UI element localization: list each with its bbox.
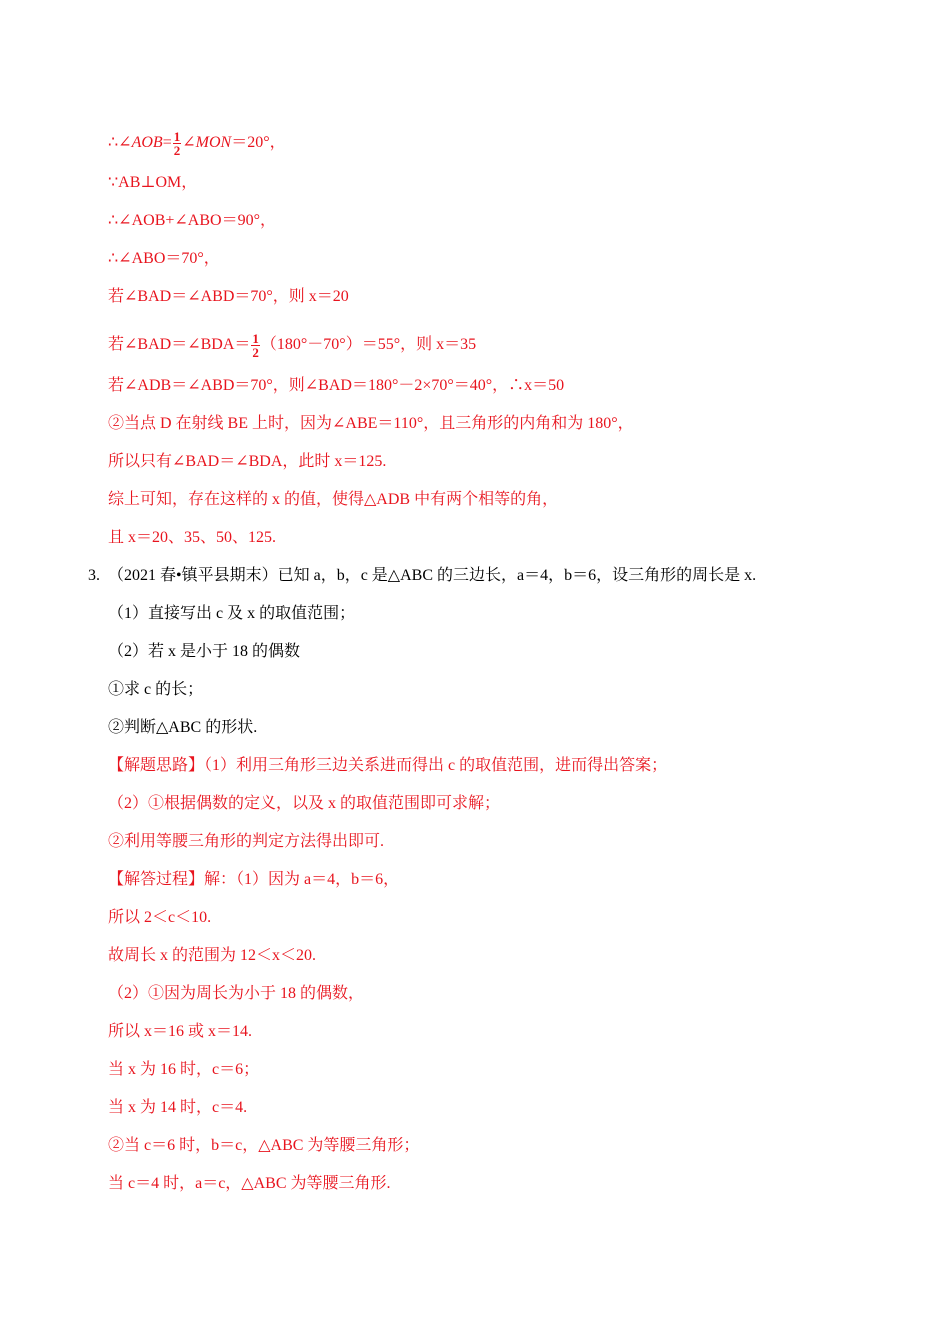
solution-approach-3: ②利用等腰三角形的判定方法得出即可. <box>108 833 385 850</box>
fraction-denominator: 2 <box>252 345 259 360</box>
solution-process-2: 所以 2＜c＜10. <box>108 909 212 926</box>
question-3-part-2-i: ①求 c 的长； <box>108 681 204 698</box>
solution-line-abo: ∴∠ABO＝70°， <box>108 250 220 267</box>
fraction-numerator: 1 <box>252 331 259 346</box>
solution-process-7: 当 x 为 14 时，c＝4. <box>108 1099 248 1116</box>
fraction-half-2 <box>251 332 260 359</box>
solution-line-summary: 综上可知，存在这样的 x 的值，使得△ADB 中有两个相等的角， <box>108 491 559 508</box>
solution-approach-1: 【解题思路】（1）利用三角形三边关系进而得出 c 的取值范围，进而得出答案； <box>108 757 668 774</box>
solution-line-values: 且 x＝20、35、50、125. <box>108 529 277 546</box>
solution-process-6: 当 x 为 16 时，c＝6； <box>108 1061 260 1078</box>
fraction-numerator: 1 <box>173 129 181 144</box>
solution-line-ray-be: ②当点 D 在射线 BE 上时，因为∠ABE＝110°，且三角形的内角和为 180°， <box>108 415 634 432</box>
fraction-denominator: 2 <box>173 143 181 158</box>
solution-line-case-3: 若∠ADB＝∠ABD＝70°，则∠BAD＝180°－2×70°＝40°，∴x＝50 <box>108 377 565 394</box>
solution-process-3: 故周长 x 的范围为 12＜x＜20. <box>108 947 317 964</box>
fraction-half <box>173 130 182 157</box>
equals-sign: = <box>162 134 172 152</box>
solution-approach-2: （2）①根据偶数的定义，以及 x 的取值范围即可求解； <box>108 795 501 812</box>
solution-process-4: （2）①因为周长为小于 18 的偶数， <box>108 985 365 1002</box>
angle-aob: AOB <box>131 134 163 152</box>
solution-process-9: 当 c＝4 时，a＝c，△ABC 为等腰三角形. <box>108 1175 391 1192</box>
solution-line-aob <box>108 130 286 157</box>
case-2-prefix: 若∠BAD＝∠BDA＝ <box>108 336 251 354</box>
solution-line-angle-sum: ∴∠AOB+∠ABO＝90°， <box>108 212 276 229</box>
solution-process-5: 所以 x＝16 或 x＝14. <box>108 1023 253 1040</box>
therefore-angle: ∴∠ <box>108 134 132 152</box>
angle-mon: MON <box>195 134 232 152</box>
question-3-part-2: （2）若 x 是小于 18 的偶数 <box>108 643 301 660</box>
solution-line-x-125: 所以只有∠BAD＝∠BDA，此时 x＝125. <box>108 453 387 470</box>
question-3-part-2-ii: ②判断△ABC 的形状. <box>108 719 258 736</box>
question-number: 3. <box>88 567 100 584</box>
solution-line-case-2 <box>108 332 476 359</box>
question-3-stem: （2021 春•镇平县期末）已知 a，b，c 是△ABC 的三边长，a＝4，b＝6，设三角形的周长是 x. <box>108 567 757 584</box>
case-2-suffix: （180°－70°）＝55°，则 x＝35 <box>260 336 477 354</box>
solution-line-case-1: 若∠BAD＝∠ABD＝70°，则 x＝20 <box>108 288 349 305</box>
question-3-part-1: （1）直接写出 c 及 x 的取值范围； <box>108 605 356 622</box>
angle-symbol: ∠ <box>182 134 196 152</box>
solution-process-1: 【解答过程】解：（1）因为 a＝4，b＝6， <box>108 871 400 888</box>
equals-20-degrees: ＝20°， <box>231 134 286 152</box>
solution-process-8: ②当 c＝6 时，b＝c，△ABC 为等腰三角形； <box>108 1137 420 1154</box>
solution-line-perpendicular: ∵AB⊥OM， <box>108 174 198 191</box>
